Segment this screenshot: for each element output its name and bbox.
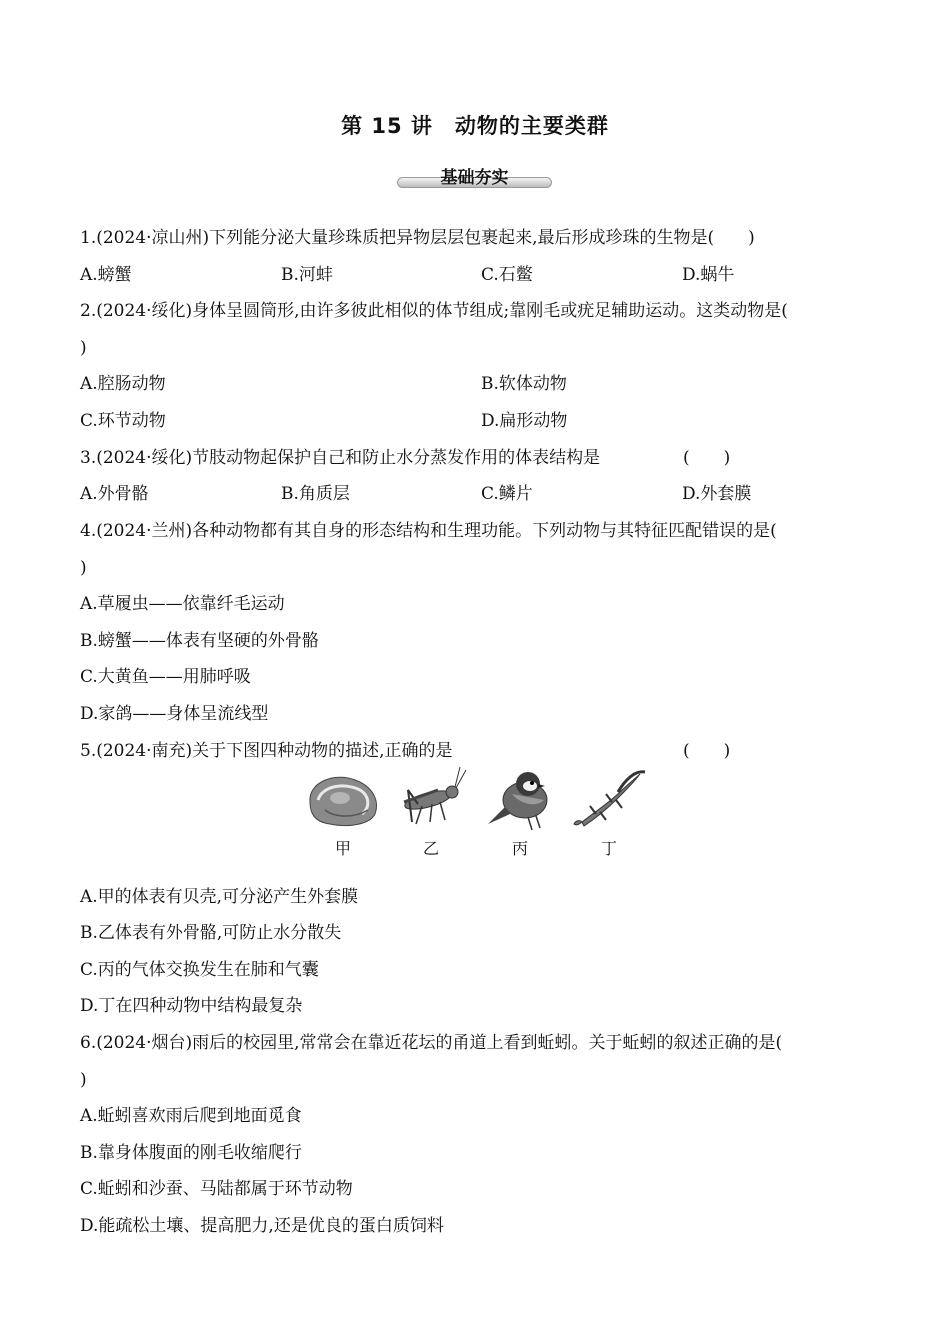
question-5-stem: 5.(2024·南充)关于下图四种动物的描述,正确的是 [80,741,453,761]
question-6-stem: 6.(2024·烟台)雨后的校园里,常常会在靠近花坛的甬道上看到蚯蚓。关于蚯蚓的叙述正确的是( [80,1033,783,1053]
question-2-close-paren: ) [80,338,87,358]
question-6-close-paren: ) [80,1070,87,1090]
question-6-option-b[interactable]: B.靠身体腹面的刚毛收缩爬行 [80,1143,302,1163]
animals-figure [300,762,650,862]
question-4-option-c[interactable]: C.大黄鱼——用肺呼吸 [80,667,251,687]
bird-icon [488,772,547,830]
figure-caption-jia: 甲 [335,839,352,858]
question-4-close-paren: ) [80,558,87,578]
question-4-stem: 4.(2024·兰州)各种动物都有其自身的形态结构和生理功能。下列动物与其特征匹配错误的是( [80,521,777,541]
figure-caption-bing: 丙 [512,839,529,858]
question-6-option-c[interactable]: C.蚯蚓和沙蚕、马陆都属于环节动物 [80,1179,353,1199]
question-1-option-a[interactable]: A.螃蟹 [80,265,132,285]
section-banner [397,163,552,191]
mussel-icon [310,777,377,825]
question-2-option-b[interactable]: B.软体动物 [481,374,567,394]
question-2-option-a[interactable]: A.腔肠动物 [80,374,166,394]
question-3-option-a[interactable]: A.外骨骼 [80,484,149,504]
question-2-option-c[interactable]: C.环节动物 [80,411,166,431]
question-1-option-b[interactable]: B.河蚌 [281,265,333,285]
figure-caption-yi: 乙 [423,839,440,858]
question-3-option-c[interactable]: C.鳞片 [481,484,533,504]
question-4-option-b[interactable]: B.螃蟹——体表有坚硬的外骨骼 [80,631,319,651]
question-3-answer-paren: ( ) [683,448,731,468]
grasshopper-icon [403,767,466,824]
question-5-option-a[interactable]: A.甲的体表有贝壳,可分泌产生外套膜 [80,887,359,907]
question-1-option-d[interactable]: D.蜗牛 [682,265,735,285]
question-6-option-a[interactable]: A.蚯蚓喜欢雨后爬到地面觅食 [80,1106,302,1126]
question-2-stem: 2.(2024·绥化)身体呈圆筒形,由许多彼此相似的体节组成;靠刚毛或疣足辅助运动。这类动物是( [80,301,788,321]
page-title: 第 15 讲 动物的主要类群 [341,114,609,138]
question-5-option-b[interactable]: B.乙体表有外骨骼,可防止水分散失 [80,923,342,943]
question-3-option-d[interactable]: D.外套膜 [682,484,752,504]
figure-caption-ding: 丁 [601,839,618,858]
question-2-option-d[interactable]: D.扁形动物 [481,411,568,431]
question-1-stem: 1.(2024·凉山州)下列能分泌大量珍珠质把异物层层包裹起来,最后形成珍珠的生物是( ) [80,228,755,248]
question-3-stem: 3.(2024·绥化)节肢动物起保护自己和防止水分蒸发作用的体表结构是 [80,448,601,468]
question-4-option-d[interactable]: D.家鸽——身体呈流线型 [80,704,269,724]
question-5-option-d[interactable]: D.丁在四种动物中结构最复杂 [80,996,303,1016]
question-5-answer-paren: ( ) [683,741,731,761]
question-6-option-d[interactable]: D.能疏松土壤、提高肥力,还是优良的蛋白质饲料 [80,1216,444,1236]
question-3-option-b[interactable]: B.角质层 [281,484,350,504]
section-label: 基础夯实 [440,168,509,188]
question-4-option-a[interactable]: A.草履虫——依靠纤毛运动 [80,594,285,614]
lizard-icon [574,772,645,826]
question-1-option-c[interactable]: C.石鳖 [481,265,533,285]
question-5-option-c[interactable]: C.丙的气体交换发生在肺和气囊 [80,960,319,980]
